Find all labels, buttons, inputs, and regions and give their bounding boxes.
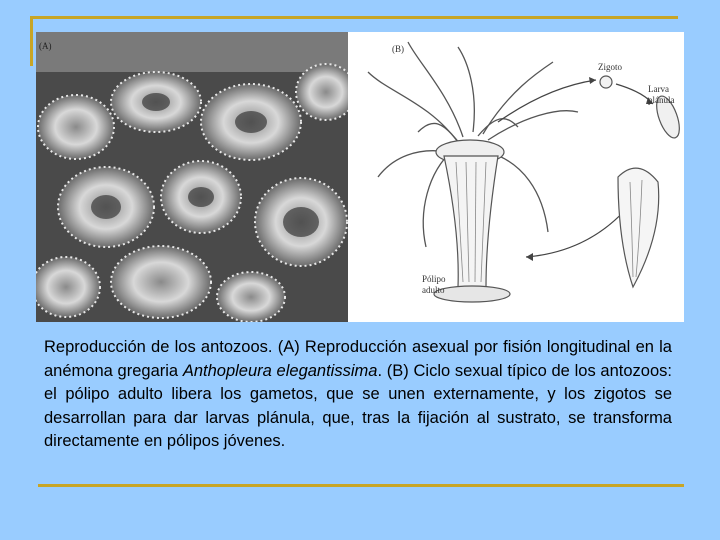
panel-a-label: (A): [39, 41, 52, 51]
caption-part2: . (B) Ciclo sexual típico de los antozoos: el pólipo adulto libera los gametos, que se unen externamente, y los zigotos se desarrollan para dar larvas plánula, que, tras la fijación al sustrato, se transforma directamente en pólipos jóvenes.: [44, 361, 672, 450]
arrow-to-polyp: [526, 207, 628, 257]
larva-label-line1: Larva: [648, 84, 669, 94]
left-rule: [30, 16, 33, 66]
anemone-colony-photo: [36, 32, 348, 322]
polyp-column: [444, 156, 498, 287]
pedal-disc: [434, 286, 510, 302]
polyp-label-line2: adulto: [422, 285, 445, 295]
caption-part1: Reproducción de los antozoos. (A) Reproducción asexual por fisión longitudinal en la anémona gregaria: [44, 338, 672, 380]
larva-label-line2: plánula: [648, 95, 675, 105]
figure-caption: [44, 336, 672, 454]
bottom-rule: [38, 484, 684, 487]
arrow-to-zygote: [498, 80, 596, 122]
caption-species: Anthopleura elegantissima: [182, 361, 378, 380]
zygote-label: Zigoto: [598, 62, 622, 72]
polyp-label-line1: Pólipo: [422, 274, 446, 284]
planula-larva-large: [618, 168, 659, 287]
top-rule: [30, 16, 678, 19]
panel-b-label: (B): [392, 44, 404, 54]
figure-panel: [36, 32, 684, 322]
life-cycle-diagram: [348, 32, 684, 322]
zygote-icon: [600, 76, 612, 88]
